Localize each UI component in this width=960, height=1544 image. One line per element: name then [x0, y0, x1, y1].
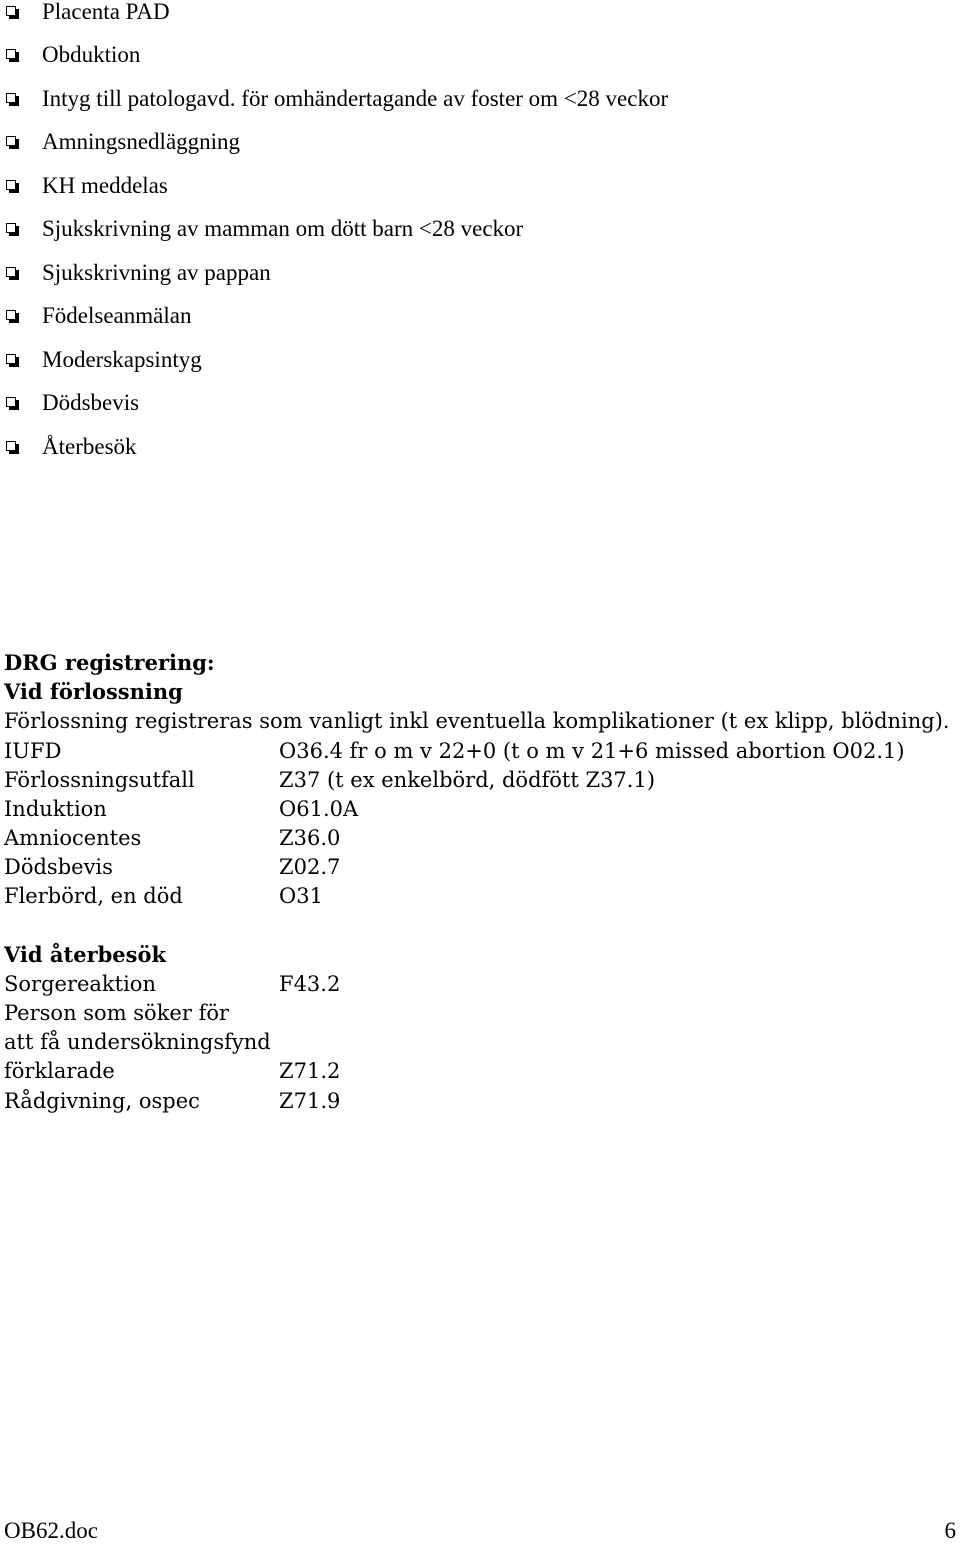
code-row [4, 854, 341, 880]
code-value: F43.2 [279, 972, 341, 996]
checklist-item-label: Placenta PAD [42, 0, 170, 24]
checklist-item-label: Dödsbevis [42, 390, 140, 415]
checklist-item-label: Sjukskrivning av pappan [42, 260, 271, 285]
code-value: O36.4 fr o m v 22+0 (t o m v 21+6 missed abortion O02.1) [279, 739, 905, 763]
code-term: Sorgereaktion [4, 972, 156, 996]
checkbox-icon[interactable] [6, 267, 16, 277]
code-row [4, 1058, 341, 1084]
code-value: Z71.9 [279, 1089, 341, 1113]
checkbox-icon[interactable] [6, 136, 16, 146]
page-footer [4, 1518, 956, 1544]
code-row [4, 1088, 341, 1114]
code-term: Förlossningsutfall [4, 768, 195, 792]
checkbox-icon[interactable] [6, 354, 16, 364]
code-term: Flerbörd, en död [4, 884, 183, 908]
code-term: Amniocentes [4, 826, 142, 850]
checkbox-icon[interactable] [6, 441, 16, 451]
checkbox-icon[interactable] [6, 310, 16, 320]
checkbox-icon[interactable] [6, 6, 16, 16]
code-term: Induktion [4, 797, 107, 821]
code-term: IUFD [4, 739, 62, 763]
code-row [4, 883, 323, 909]
checklist-item-label: Sjukskrivning av mamman om dött barn <28 veckor [42, 216, 524, 241]
code-term: förklarade [4, 1059, 115, 1083]
code-value: O31 [279, 884, 323, 908]
checklist-item-label: Moderskapsintyg [42, 347, 202, 372]
code-value: Z02.7 [279, 855, 341, 879]
code-term: Rådgivning, ospec [4, 1089, 200, 1113]
code-row [4, 971, 341, 997]
delivery-heading: Vid förlossning [4, 679, 183, 704]
checkbox-icon[interactable] [6, 223, 16, 233]
checklist-item-label: KH meddelas [42, 173, 168, 198]
footer-filename: OB62.doc [4, 1518, 98, 1543]
checkbox-icon[interactable] [6, 93, 16, 103]
code-term: att få undersökningsfynd [4, 1030, 271, 1054]
code-row [4, 767, 656, 793]
code-row [4, 738, 905, 764]
code-term: Dödsbevis [4, 855, 113, 879]
checkbox-icon[interactable] [6, 397, 16, 407]
checklist-item-label: Amningsnedläggning [42, 129, 241, 154]
code-value: Z37 (t ex enkelbörd, dödfött Z37.1) [279, 768, 656, 792]
delivery-note: Förlossning registreras som vanligt inkl eventuella komplikationer (t ex klipp, blödning). [4, 709, 950, 733]
code-term: Person som söker för [4, 1001, 230, 1025]
code-row [4, 825, 341, 851]
code-row [4, 1029, 271, 1055]
checklist-item-label: Födelseanmälan [42, 303, 192, 328]
code-value: O61.0A [279, 797, 359, 821]
followup-heading: Vid återbesök [4, 942, 167, 967]
checklist-item-label: Intyg till patologavd. för omhändertagande av foster om <28 veckor [42, 86, 669, 111]
drg-heading: DRG registrering: [4, 650, 215, 675]
checkbox-icon[interactable] [6, 49, 16, 59]
code-value: Z71.2 [279, 1059, 341, 1083]
footer-page-number: 6 [944, 1518, 956, 1543]
checkbox-icon[interactable] [6, 180, 16, 190]
code-value: Z36.0 [279, 826, 341, 850]
checklist-item-label: Obduktion [42, 42, 141, 67]
code-row [4, 796, 359, 822]
checklist-item-label: Återbesök [42, 434, 137, 459]
code-row [4, 1000, 229, 1026]
